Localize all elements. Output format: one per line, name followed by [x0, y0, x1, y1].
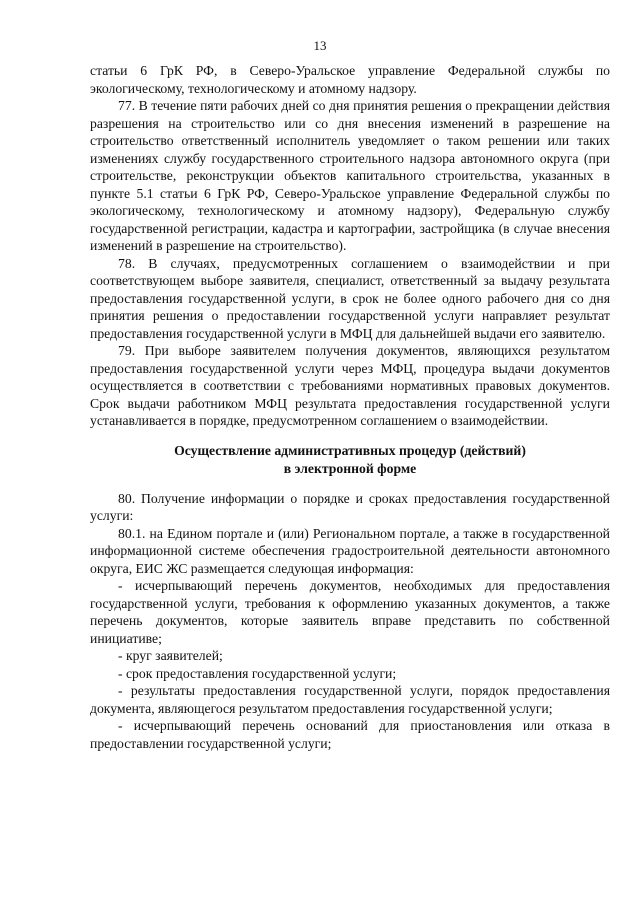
section-heading [90, 442, 610, 478]
document-body [90, 62, 610, 752]
list-item-term: - срок предоставления государственной услуги; [118, 665, 397, 681]
paragraph-80: 80. Получение информации о порядке и сроках предоставления государственной услуги: [90, 490, 610, 523]
paragraph-79: 79. При выборе заявителем получения документов, являющихся результатом предоставления государственной услуги через МФЦ, процедура выдачи документов осуществляется в соответствии с требованиями нормативных правовых документов. Срок выдачи работником МФЦ результата предоставления государственной услуги устанавливается в порядке, предусмотренном соглашением о взаимодействии. [90, 343, 610, 428]
list-item-grounds: - исчерпывающий перечень оснований для приостановления или отказа в предоставлении государственной услуги; [90, 718, 610, 751]
section-heading-line-1: Осуществление административных процедур (действий) [174, 442, 526, 458]
paragraph-77: 77. В течение пяти рабочих дней со дня принятия решения о прекращении действия разрешения на строительство или со дня внесения изменений в разрешение на строительство ответственный исполнитель уведомляет о таком решении или таких изменениях службу государственного строительного надзора автономного округа (при строительстве, реконструкции объектов капитального строительства, указанных в пункте 5.1 статьи 6 ГрК РФ, Северо-Уральское управление Федеральной службы по экологическому, технологическому и атомному надзору), Федеральную службу государственной регистрации, кадастра и картографии, застройщика (в случае внесения изменений в разрешение на строительство). [90, 98, 610, 253]
section-heading-line-2: в электронной форме [283, 460, 417, 476]
list-item-applicants: - круг заявителей; [118, 648, 223, 663]
paragraph-continuation: статьи 6 ГрК РФ, в Северо-Уральское управление Федеральной службы по экологическому, технологическому и атомному надзору. [90, 63, 610, 96]
list-item-results: - результаты предоставления государственной услуги, порядок предоставления документа, являющегося результатом предоставления государственной услуги; [90, 683, 610, 716]
paragraph-80-1: 80.1. на Едином портале и (или) Региональном портале, а также в государственной информационной системе обеспечения градостроительной деятельности автономного округа, ЕИС ЖС размещается следующая информация: [90, 525, 610, 576]
paragraph-78: 78. В случаях, предусмотренных соглашением о взаимодействии и при соответствующем выборе заявителя, специалист, ответственный за выдачу результата предоставления государственной услуги, в срок не более одного рабочего дня со дня принятия решения о предоставлении государственной услуги направляет результат предоставления государственной услуги в МФЦ для дальнейшей выдачи его заявителю. [90, 255, 610, 341]
list-item-documents: - исчерпывающий перечень документов, необходимых для предоставления государственной услуги, требования к оформлению указанных документов, а также перечень документов, которые заявитель вправе представить по собственной инициативе; [90, 578, 610, 646]
page-number: 13 [313, 38, 327, 53]
